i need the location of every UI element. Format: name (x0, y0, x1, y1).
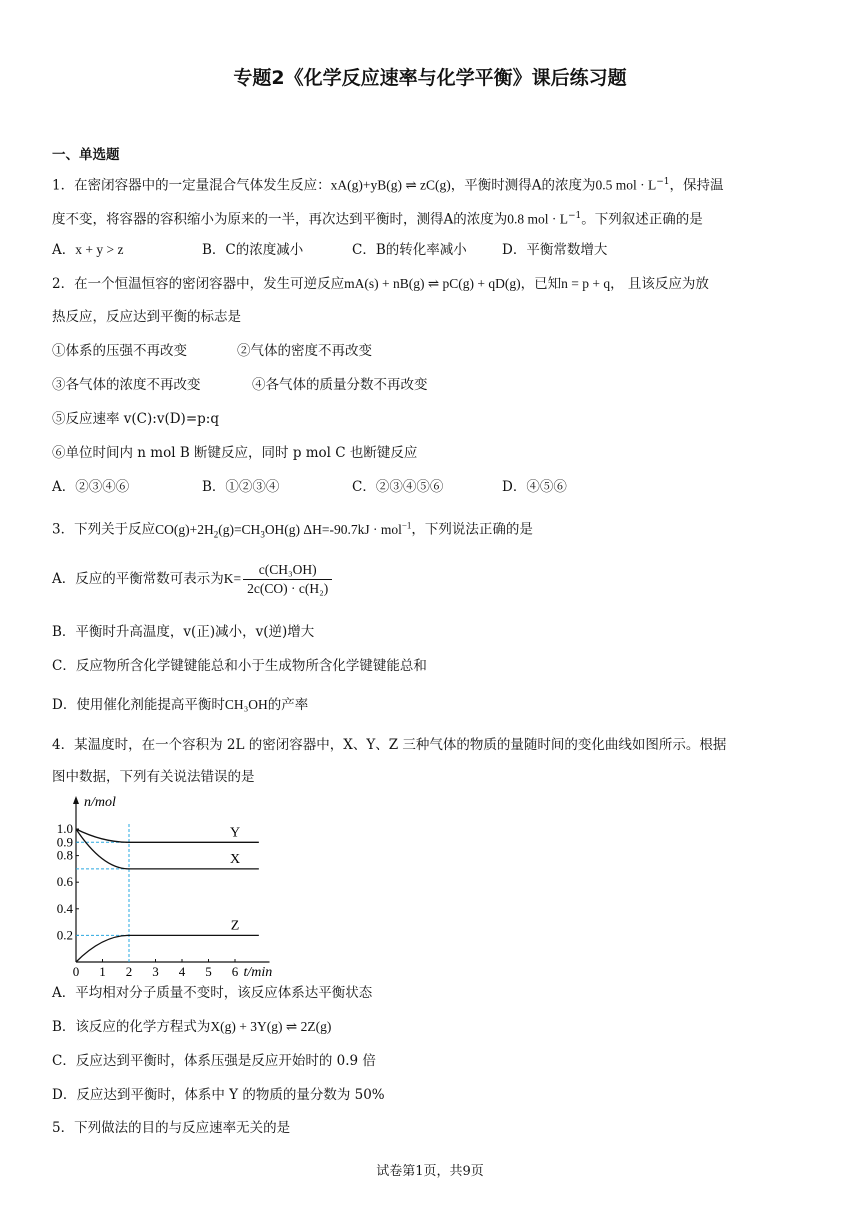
page-title: 专题2《化学反应速率与化学平衡》课后练习题 (233, 67, 627, 89)
series-z-label: Z (230, 918, 240, 934)
q4-option-b[interactable]: B．该反应的化学方程式为X(g) + 3Y(g) ⇌ 2Z(g) (52, 1019, 332, 1035)
q2-option-c[interactable]: C．②③④⑤⑥ (352, 479, 444, 495)
q2-statement-5: ⑤反应速率 v(C):v(D)=p:q (52, 411, 219, 427)
y-tick-label: 0.8 (56, 847, 73, 863)
mole-time-chart (44, 790, 314, 982)
q3-option-c[interactable]: C．反应物所含化学键键能总和小于生成物所含化学键键能总和 (52, 658, 427, 674)
y-tick-label: 0.4 (56, 900, 73, 916)
q2-option-a[interactable]: A．②③④⑥ (52, 479, 130, 495)
y-axis-label: n/mol (84, 795, 116, 810)
y-tick-label: 0.9 (56, 834, 73, 850)
q2-options (52, 477, 567, 497)
x-tick-label: 0 (72, 964, 80, 979)
q2-line1: 2．在一个恒温恒容的密闭容器中，发生可逆反应mA(s) + nB(g) ⇌ pC(g) + qD(g)，已知n = p + q， 且该反应为放 (52, 276, 709, 292)
x-tick-label: 5 (205, 964, 212, 979)
q3-line1: 3．下列关于反应$CO(g)+2H_2(g)=CH_3OH(g) \Delta H=-90.7kJ \cdot mol^{-1}$，下列说法正确的是 (52, 520, 533, 540)
q4-option-c[interactable]: C．反应达到平衡时，体系压强是反应开始时的 0.9 倍 (52, 1053, 376, 1069)
q5-line1: 5．下列做法的目的与反应速率无关的是 (52, 1120, 291, 1136)
q2-statements-1: ①体系的压强不再改变 ②气体的密度不再改变 (52, 343, 372, 359)
x-tick-label: 2 (125, 964, 133, 979)
q1-option-b[interactable]: B．C的浓度减小 (202, 242, 304, 258)
y-axis-arrow (73, 796, 79, 804)
series-y-label: Y (229, 825, 241, 841)
x-tick-label: 1 (99, 964, 106, 979)
series-x-label: X (229, 851, 241, 867)
x-axis-label: t/min (243, 965, 273, 980)
y-tick-label: 1.0 (56, 821, 73, 836)
q1-option-a[interactable]: A．x + y > z (52, 242, 124, 258)
q3-option-b[interactable]: B．平衡时升高温度，v(正)减小，v(逆)增大 (52, 624, 315, 640)
y-tick-label: 0.2 (56, 927, 73, 943)
q1-options (52, 240, 607, 260)
equilibrium-constant-fraction: $\frac{\text{c(CH₃OH)}}{\text{2c(CO) · c(H₂)}}$ (243, 561, 332, 598)
section-heading: 一、单选题 (52, 147, 120, 163)
q1-option-c[interactable]: C．B的转化率减小 (352, 242, 467, 258)
q3-option-d[interactable]: D．使用催化剂能提高平衡时CH₃OH的产率 (52, 697, 309, 713)
q1-equation: xA(g)+yB(g) ⇌ zC(g) (330, 177, 451, 193)
q2-statements-2: ③各气体的浓度不再改变 ④各气体的质量分数不再改变 (52, 377, 428, 393)
q2-statement-6: ⑥单位时间内 n mol B 断键反应，同时 p mol C 也断键反应 (52, 445, 418, 461)
q4-line2: 图中数据，下列有关说法错误的是 (52, 769, 255, 785)
q4-line1: 4．某温度时，在一个容积为 2L 的密闭容器中，X、Y、Z 三种气体的物质的量随时间的变化曲线如图所示。根据 (52, 737, 727, 753)
q3-equation: $CO(g)+2H_2(g)=CH_3OH(g) \Delta H=-90.7kJ \cdot mol^{-1}$ (155, 520, 412, 540)
x-tick-label: 6 (231, 964, 239, 979)
x-tick-label: 3 (152, 964, 159, 979)
q4-option-a[interactable]: A．平均相对分子质量不变时，该反应体系达平衡状态 (52, 985, 373, 1001)
q3-option-a[interactable]: A．反应的平衡常数可表示为K= $\frac{\text{c(CH₃OH)}}{\text{2c(CO) · c(H₂)}}$ (52, 560, 332, 598)
q4-option-d[interactable]: D．反应达到平衡时，体系中 Y 的物质的量分数为 50% (52, 1087, 385, 1103)
q1-line1: 1．在密闭容器中的一定量混合气体发生反应：xA(g)+yB(g) ⇌ zC(g)，平衡时测得A的浓度为0.5 mol · $L^{-1}$，保持温 (52, 177, 724, 194)
q1-option-d[interactable]: D．平衡常数增大 (502, 242, 608, 258)
q2-option-b[interactable]: B．①②③④ (202, 479, 280, 495)
q1-line2: 度不变，将容器的容积缩小为原来的一半，再次达到平衡时，测得A的浓度为0.8 mol · $L^{-1}$。下列叙述正确的是 (52, 211, 703, 228)
q2-option-d[interactable]: D．④⑤⑥ (502, 479, 567, 495)
series-z-curve (76, 935, 259, 962)
q2-equation: mA(s) + nB(g) ⇌ pC(g) + qD(g) (344, 276, 521, 291)
page-footer: 试卷第1页，共9页 (376, 1164, 484, 1179)
y-tick-label: 0.6 (56, 874, 73, 890)
q2-line2: 热反应，反应达到平衡的标志是 (52, 309, 241, 325)
x-tick-label: 4 (178, 964, 186, 979)
